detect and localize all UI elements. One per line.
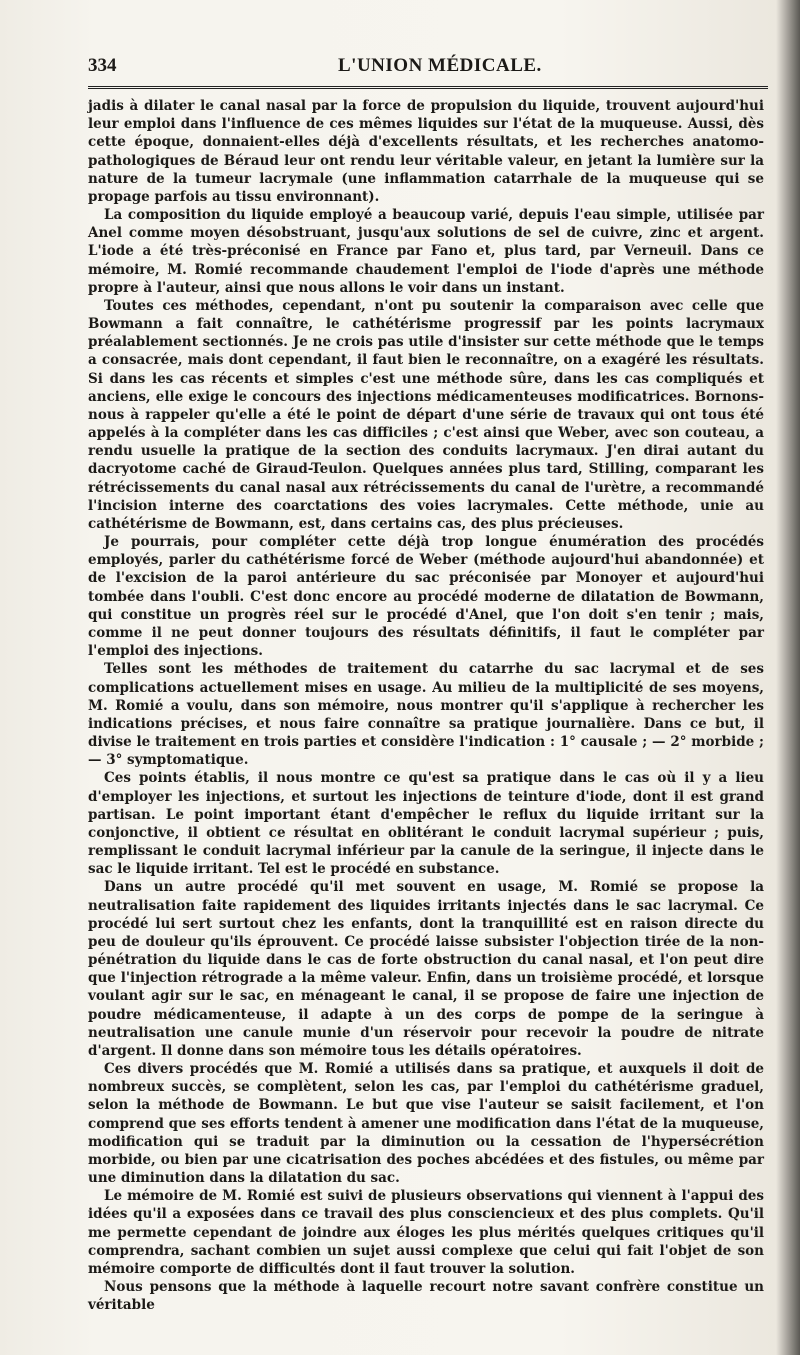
paragraph: Je pourrais, pour compléter cette déjà trop longue énumération des procédés employés, parler du cathétérisme forcé de Weber (méthode aujourd'hui abandonnée) et de l'excision de la paroi antérieure du sac préconisée par Monoyer et aujourd'hui tombée dans l'oubli. C'est donc encore au procédé moderne de dilatation de Bowmann, qui constitue un progrès réel sur le procédé d'Anel, que l'on doit s'en tenir ; mais, comme il ne peut donner toujours des résultats définitifs, il faut le compléter par l'emploi des injections. bbox=[88, 534, 764, 660]
page-header bbox=[88, 55, 768, 83]
paragraph: Nous pensons que la méthode à laquelle recourt notre savant confrère constitue un véritable bbox=[88, 1279, 764, 1314]
body-text bbox=[88, 97, 764, 1315]
header-rule bbox=[88, 86, 768, 89]
paragraph: La composition du liquide employé a beaucoup varié, depuis l'eau simple, utilisée par Anel comme moyen désobstruant, jusqu'aux solutions de sel de cuivre, zinc et argent. L'iode a été très-préconisé en France par Fano et, plus tard, par Verneuil. Dans ce mémoire, M. Romié recommande chaudement l'emploi de l'iode d'après une méthode propre à l'auteur, ainsi que nous allons le voir dans un instant. bbox=[88, 207, 764, 296]
paragraph: Ces points établis, il nous montre ce qu'est sa pratique dans le cas où il y a lieu d'employer les injections, et surtout les injections de teinture d'iode, dont il est grand partisan. Le point important étant d'empêcher le reflux du liquide irritant sur la conjonctive, il obtient ce résultat en oblitérant le conduit lacrymal supérieur ; puis, remplissant le conduit lacrymal inférieur par la canule de la seringue, il injecte dans le sac le liquide irritant. Tel est le procédé en substance. bbox=[88, 770, 764, 878]
paragraph: Dans un autre procédé qu'il met souvent en usage, M. Romié se propose la neutralisation faite rapidement des liquides irritants injectés dans le sac lacrymal. Ce procédé lui sert surtout chez les enfants, dont la tranquillité est en raison directe du peu de douleur qu'ils éprouvent. Ce procédé laisse subsister l'objection tirée de la non-pénétration du liquide dans le cas de forte obstruction du canal nasal, et l'on peut dire que l'injection rétrograde a la même valeur. Enfin, dans un troisième procédé, et lorsque voulant agir sur le sac, en ménageant le canal, il se propose de faire une injection de poudre médicamenteuse, il adapte à un des corps de pompe de la seringue à neutralisation une canule munie d'un réservoir pour recevoir la poudre de nitrate d'argent. Il donne dans son mémoire tous les détails opératoires. bbox=[88, 879, 764, 1059]
paragraph: Le mémoire de M. Romié est suivi de plusieurs observations qui viennent à l'appui des idées qu'il a exposées dans ce travail des plus consciencieux et des plus complets. Qu'il me permette cependant de joindre aux éloges les plus mérités quelques critiques qu'il comprendra, sachant combien un sujet aussi complexe que celui qui fait l'objet de son mémoire comporte de difficultés dont il faut trouver la solution. bbox=[88, 1188, 764, 1277]
paragraph: jadis à dilater le canal nasal par la force de propulsion du liquide, trouvent aujourd'hui leur emploi dans l'influence de ces mêmes liquides sur l'état de la muqueuse. Aussi, dès cette époque, donnaient-elles déjà d'excellents résultats, et les recherches anatomo-pathologiques de Béraud leur ont rendu leur véritable valeur, en jetant la lumière sur la nature de la tumeur lacrymale (une inflammation catarrhale de la muqueuse qui se propage parfois au tissu environnant). bbox=[88, 98, 764, 205]
page-number: 334 bbox=[88, 55, 117, 76]
paragraph: Toutes ces méthodes, cependant, n'ont pu soutenir la comparaison avec celle que Bowmann a fait connaître, le cathétérisme progressif par les points lacrymaux préalablement sectionnés. Je ne crois pas utile d'insister sur cette méthode que le temps a consacrée, mais dont cependant, il faut bien le reconnaître, on a exagéré les résultats. Si dans les cas récents et simples c'est une méthode sûre, dans les cas compliqués et anciens, elle exige le concours des injections médicamenteuses modificatrices. Bornons-nous à rappeler qu'elle a été le point de départ d'une série de travaux qui ont tous été appelés à la compléter dans les cas difficiles ; c'est ainsi que Weber, avec son couteau, a rendu usuelle la pratique de la section des conduits lacrymaux. J'en dirai autant du dacryotome caché de Giraud-Teulon. Quelques années plus tard, Stilling, comparant les rétrécissements du canal nasal aux rétrécissements du canal de l'urètre, a recommandé l'incision interne des coarctations des voies lacrymales. Cette méthode, unie au cathétérisme de Bowmann, est, dans certains cas, des plus précieuses. bbox=[88, 297, 764, 532]
paragraph: Ces divers procédés que M. Romié a utilisés dans sa pratique, et auxquels il doit de nombreux succès, se complètent, selon les cas, par l'emploi du cathétérisme graduel, selon la méthode de Bowmann. Le but que vise l'auteur se saisit facilement, et l'on comprend que ses efforts tendent à amener une modification dans l'état de la muqueuse, modification qui se traduit par la diminution ou la cessation de l'hypersécrétion morbide, ou bien par une cicatrisation des poches abcédées et des fistules, ou même par une diminution dans la dilatation du sac. bbox=[88, 1061, 764, 1187]
paragraph: Telles sont les méthodes de traitement du catarrhe du sac lacrymal et de ses complications actuellement mises en usage. Au milieu de la multiplicité de ses moyens, M. Romié a voulu, dans son mémoire, nous montrer qu'il s'applique à rechercher les indications précises, et nous faire connaître sa pratique journalière. Dans ce but, il divise le traitement en trois parties et considère l'indication : 1° causale ; — 2° morbide ; — 3° symptomatique. bbox=[88, 661, 764, 769]
running-title: L'UNION MÉDICALE. bbox=[338, 55, 542, 76]
